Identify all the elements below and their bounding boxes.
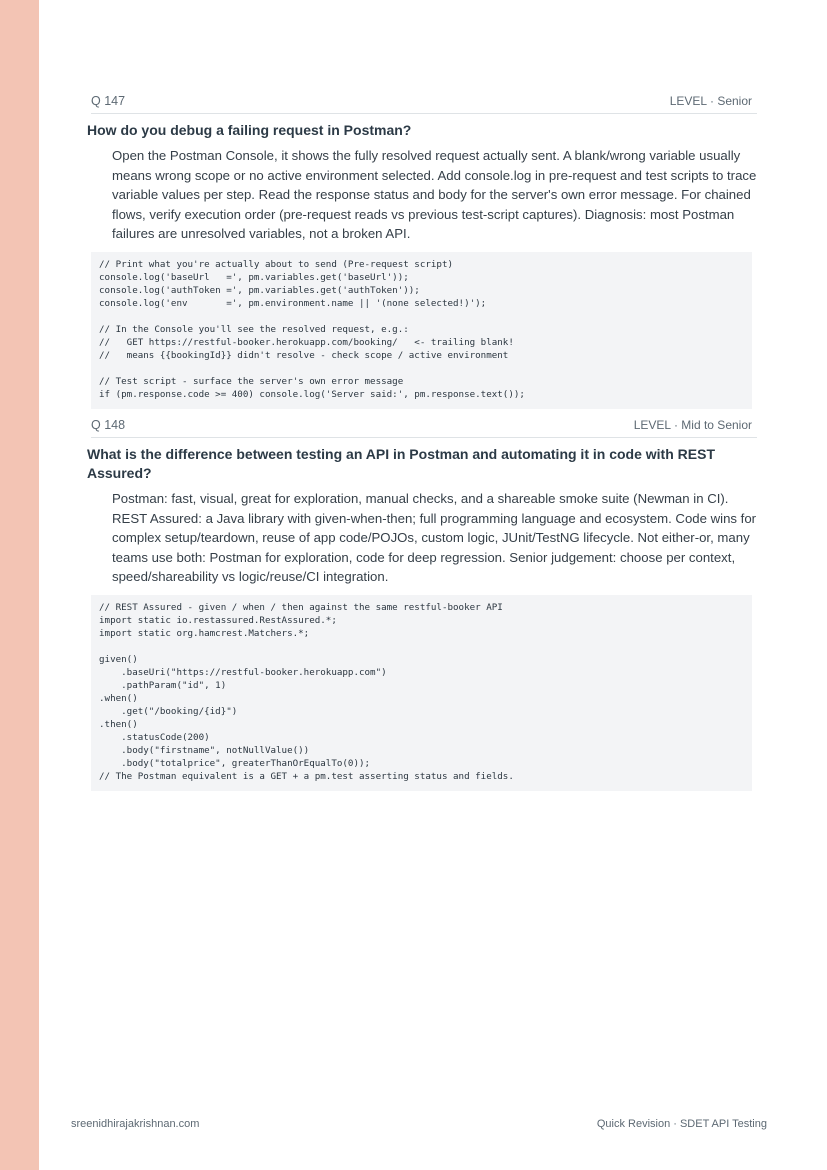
question-header <box>91 416 757 438</box>
code-line: import static io.restassured.RestAssured.*; <box>99 614 337 626</box>
code-line <box>99 362 744 375</box>
code-line: console.log('authToken =', pm.variables.get('authToken')); <box>99 284 420 296</box>
code-line: given() <box>99 653 138 665</box>
code-line: import static org.hamcrest.Matchers.*; <box>99 627 310 639</box>
question-title: How do you debug a failing request in Postman? <box>87 122 412 138</box>
code-block <box>91 252 752 409</box>
code-line <box>99 640 744 653</box>
code-line: // REST Assured - given / when / then against the same restful-booker API <box>99 601 503 613</box>
code-line: // In the Console you'll see the resolved request, e.g.: <box>99 323 409 335</box>
question-answer: Open the Postman Console, it shows the fully resolved request actually sent. A blank/wrong variable usually means wrong scope or no active environment selected. Add console.log in pre-request and test scripts to trace variable values per step. Read the response status and body for the server's own error message. For chained flows, verify execution order (pre-request reads vs previous test-script captures). Diagnosis: most Postman failures are unresolved variables, not a broken API. <box>112 148 757 242</box>
side-accent-bar <box>0 0 39 1170</box>
code-line <box>99 310 744 323</box>
code-line: // means {{bookingId}} didn't resolve - check scope / active environment <box>99 349 509 361</box>
code-line: .body("firstname", notNullValue()) <box>99 744 310 756</box>
code-line: if (pm.response.code >= 400) console.log('Server said:', pm.response.text()); <box>99 388 525 400</box>
code-line: console.log('baseUrl =', pm.variables.get('baseUrl')); <box>99 271 409 283</box>
question-148 <box>87 416 757 791</box>
question-title: What is the difference between testing an API in Postman and automating it in code with REST Assured? <box>87 446 715 481</box>
question-number: Q 147 <box>91 94 126 108</box>
footer-site: sreenidhirajakrishnan.com <box>71 1118 200 1130</box>
footer-doc-title: Quick Revision · SDET API Testing <box>596 1118 767 1130</box>
code-line: // Print what you're actually about to send (Pre-request script) <box>99 258 454 270</box>
code-line: .baseUri("https://restful-booker.herokuapp.com") <box>99 666 387 678</box>
code-line: .body("totalprice", greaterThanOrEqualTo(0)); <box>99 757 371 769</box>
code-line: .then() <box>99 718 138 730</box>
code-line: .when() <box>99 692 138 704</box>
code-line: console.log('env =', pm.environment.name || '(none selected!)'); <box>99 297 487 309</box>
question-answer: Postman: fast, visual, great for exploration, manual checks, and a shareable smoke suite (Newman in CI). REST Assured: a Java library with given-when-then; full programming language and ecosystem. Code wins for complex setup/teardown, reuse of app code/POJOs, custom logic, JUnit/TestNG lifecycle. Not either-or, many teams use both: Postman for exploration, code for deep regression. Senior judgement: choose per context, speed/shareability vs logic/reuse/CI integration. <box>112 491 757 585</box>
question-level: LEVEL · Senior <box>669 94 752 108</box>
code-line: .pathParam("id", 1) <box>99 679 227 691</box>
code-block <box>91 595 752 791</box>
question-header <box>91 92 757 114</box>
code-line: // GET https://restful-booker.herokuapp.com/booking/ <- trailing blank! <box>99 336 514 348</box>
code-line: // The Postman equivalent is a GET + a pm.test asserting status and fields. <box>99 770 514 782</box>
question-147 <box>87 92 757 409</box>
question-level: LEVEL · Mid to Senior <box>633 418 752 432</box>
code-line: .statusCode(200) <box>99 731 210 743</box>
code-line: .get("/booking/{id}") <box>99 705 238 717</box>
code-line: // Test script - surface the server's own error message <box>99 375 404 387</box>
question-number: Q 148 <box>91 418 126 432</box>
